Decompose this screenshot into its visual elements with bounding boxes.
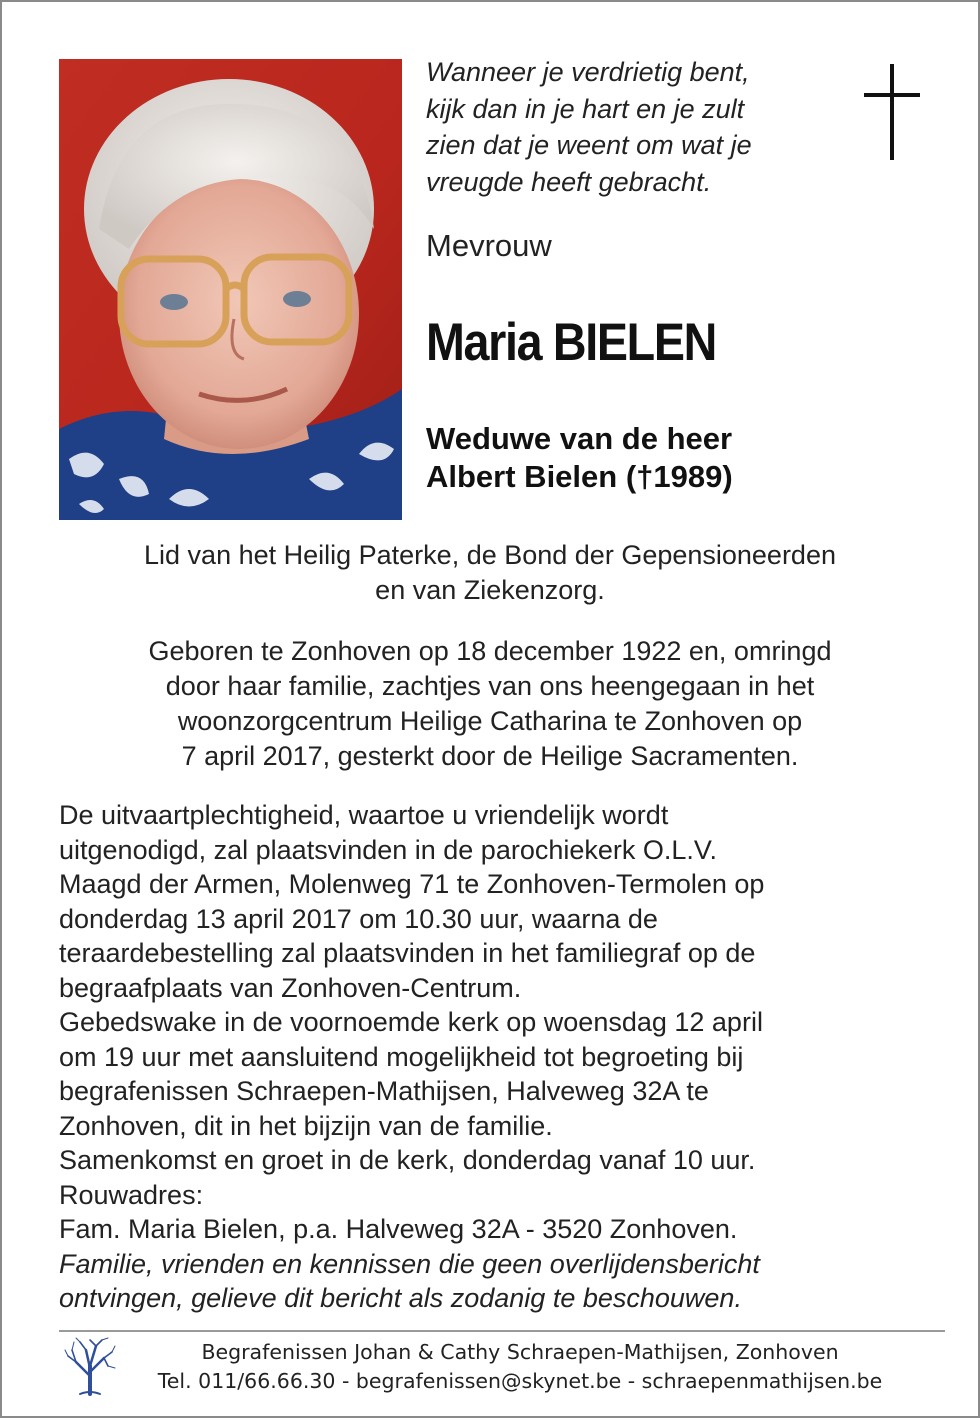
quote-line: Wanneer je verdrietig bent, bbox=[426, 57, 750, 87]
funeral-details bbox=[59, 798, 939, 1316]
funeral-line: Rouwadres: bbox=[59, 1179, 204, 1210]
funeral-line: teraardebestelling zal plaatsvinden in het familiegraf op de bbox=[59, 938, 756, 968]
funeral-home-contact: Tel. 011/66.66.30 - begrafenissen@skynet.be - schraepenmathijsen.be bbox=[157, 1369, 883, 1393]
birth-death-line: woonzorgcentrum Heilige Catharina te Zonhoven op bbox=[177, 706, 803, 736]
funeral-line: donderdag 13 april 2017 om 10.30 uur, waarna de bbox=[59, 903, 658, 934]
widow-line: Weduwe van de heer bbox=[426, 421, 733, 456]
quote-line: zien dat je weent om wat je bbox=[426, 130, 752, 160]
footer-divider bbox=[59, 1330, 945, 1332]
funeral-home-name: Begrafenissen Johan & Cathy Schraepen-Mathijsen, Zonhoven bbox=[201, 1340, 839, 1364]
funeral-line: uitgenodigd, zal plaatsvinden in de parochiekerk O.L.V. bbox=[59, 834, 717, 865]
quote-line: kijk dan in je hart en je zult bbox=[426, 93, 745, 124]
funeral-home-footer bbox=[120, 1338, 920, 1396]
tree-logo-icon bbox=[62, 1336, 118, 1396]
funeral-line: Samenkomst en groet in de kerk, donderdag vanaf 10 uur. bbox=[59, 1145, 756, 1175]
quote-line: vreugde heeft gebracht. bbox=[426, 166, 712, 197]
funeral-line: Zonhoven, dit in het bijzijn van de familie. bbox=[59, 1110, 553, 1141]
cross-icon bbox=[864, 64, 920, 160]
salutation: Mevrouw bbox=[426, 228, 552, 263]
funeral-line: Gebedswake in de voornoemde kerk op woensdag 12 april bbox=[59, 1007, 763, 1037]
funeral-italic-line: ontvingen, gelieve dit bericht als zodanig te beschouwen. bbox=[59, 1283, 742, 1313]
birth-death-line: Geboren te Zonhoven op 18 december 1922 en, omringd bbox=[148, 636, 832, 666]
memorial-quote bbox=[426, 54, 846, 200]
funeral-italic-line: Familie, vrienden en kennissen die geen overlijdensbericht bbox=[59, 1248, 760, 1279]
funeral-line: begraafplaats van Zonhoven-Centrum. bbox=[59, 972, 522, 1003]
birth-death-line: door haar familie, zachtjes van ons heengegaan in het bbox=[165, 671, 815, 701]
funeral-line: De uitvaartplechtigheid, waartoe u vriendelijk wordt bbox=[59, 800, 669, 830]
membership-text bbox=[40, 538, 940, 608]
funeral-line: begrafenissen Schraepen-Mathijsen, Halveweg 32A te bbox=[59, 1076, 709, 1106]
funeral-line: Maagd der Armen, Molenweg 71 te Zonhoven-Termolen op bbox=[59, 869, 765, 899]
membership-line: en van Ziekenzorg. bbox=[375, 575, 605, 605]
membership-line: Lid van het Heilig Paterke, de Bond der Gepensioneerden bbox=[144, 540, 836, 570]
funeral-line: Fam. Maria Bielen, p.a. Halveweg 32A - 3520 Zonhoven. bbox=[59, 1214, 738, 1244]
funeral-line: om 19 uur met aansluitend mogelijkheid tot begroeting bij bbox=[59, 1041, 744, 1072]
widow-of bbox=[426, 420, 733, 496]
widow-line: Albert Bielen (†1989) bbox=[426, 459, 733, 494]
deceased-name: Maria BIELEN bbox=[426, 313, 716, 372]
birth-death-line: 7 april 2017, gesterkt door de Heilige Sacramenten. bbox=[181, 741, 799, 771]
birth-death-text bbox=[40, 634, 940, 774]
portrait-photo bbox=[59, 59, 402, 520]
